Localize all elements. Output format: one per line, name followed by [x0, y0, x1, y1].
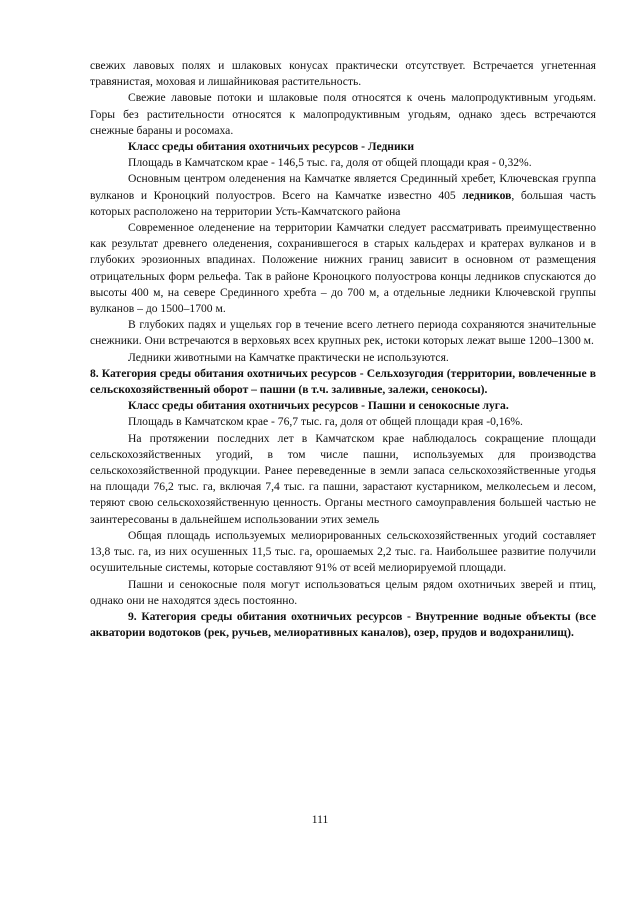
class-fields-title: Класс среды обитания охотничьих ресурсов - Пашни и сенокосные луга.	[128, 399, 509, 413]
paragraph-fields-usage: Пашни и сенокосные поля могут использоваться целым рядом охотничьих зверей и птиц, однако они не находятся здесь постоянно.	[90, 577, 596, 607]
class-glaciers-title: Класс среды обитания охотничьих ресурсов - Ледники	[128, 140, 415, 154]
glaciation-centers-text: Основным центром оледенения на Камчатке является Срединный хребет, Ключевская группа вулканов и Кроноцкий полуостров. Всего на Камчатке известно 405	[90, 172, 596, 202]
paragraph-meliorated-lands: Общая площадь используемых мелиорированных сельскохозяйственных угодий составляет 13,8 тыс. га, из них осушенных 11,5 тыс. га, орошаемых 2,2 тыс. га. Наибольшее развитие получили осушительные системы, которые составляют 91% от всей мелиорируемой площади.	[90, 528, 596, 575]
paragraph-fields-area: Площадь в Камчатском крае - 76,7 тыс. га, доля от общей площади края -0,16%.	[128, 415, 523, 429]
paragraph-glaciers-usage: Ледники животными на Камчатке практически не используются.	[128, 350, 449, 364]
paragraph-glaciation-centers	[90, 171, 596, 220]
paragraph-agricultural-decline: На протяжении последних лет в Камчатском крае наблюдалось сокращение площади сельскохозяйственных угодий, в том числе пашни, используемых для производства сельскохозяйственной продукции. Ранее переведенные в земли запаса сельскохозяйственные угодья на площади 76,2 тыс. га, включая 7,4 тыс. га пашни, зарастают кустарником, мелколесьем и лесом, теряют свою сельскохозяйственную ценность. Органы местного самоуправления большей частью не заинтересованы в дальнейшем использовании этих земель	[90, 431, 596, 526]
glaciers-bold-word: ледников	[462, 188, 512, 202]
paragraph-snowfields: В глубоких падях и ущельях гор в течение всего летнего периода сохраняются значительные снежники. Они встречаются в верховьях всех крупных рек, истоки которых лежат выше 1200–1300 м.	[90, 318, 596, 348]
paragraph-low-productive-lands: Свежие лавовые потоки и шлаковые поля относятся к очень малопродуктивным угодьям. Горы без растительности относятся к малопродуктивным угодьям, однако здесь встречаются снежные бараны и росомаха.	[90, 91, 596, 137]
document-page	[90, 58, 596, 641]
paragraph-modern-glaciation: Современное оледенение на территории Камчатки следует рассматривать преимущественно как результат древнего оледенения, сохранившегося в старых кальдерах и кратерах вулканов и в глубоких эрозионных впадинах. Положение нижних границ зависит в основном от размещения отрицательных форм рельефа. Так в районе Кроноцкого полуострова концы ледников спускаются до высоты 400 м, на севере Срединного хребта – до 700 м, а отдельные ледники Ключевской группы вулканов – до 1500–1700 м.	[90, 221, 596, 316]
paragraph-lava-fields: свежих лавовых полях и шлаковых конусах практически отсутствует. Встречается угнетенная травянистая, моховая и лишайниковая растительность.	[90, 59, 596, 89]
category-9-heading: 9. Категория среды обитания охотничьих ресурсов - Внутренние водные объекты (все акватории водотоков (рек, ручьев, мелиоративных каналов), озер, прудов и водохранилищ).	[90, 609, 596, 640]
paragraph-glaciers-area: Площадь в Камчатском крае - 146,5 тыс. га, доля от общей площади края - 0,32%.	[128, 156, 532, 170]
category-8-heading: 8. Категория среды обитания охотничьих ресурсов - Сельхозугодия (территории, вовлеченные в сельскохозяйственный оборот – пашни (в т.ч. заливные, залежи, сенокосы).	[90, 366, 596, 397]
page-number: 111	[311, 813, 329, 826]
glaciation-centers-tail: , большая часть которых расположено на территории Усть-Камчатского района	[90, 188, 596, 218]
